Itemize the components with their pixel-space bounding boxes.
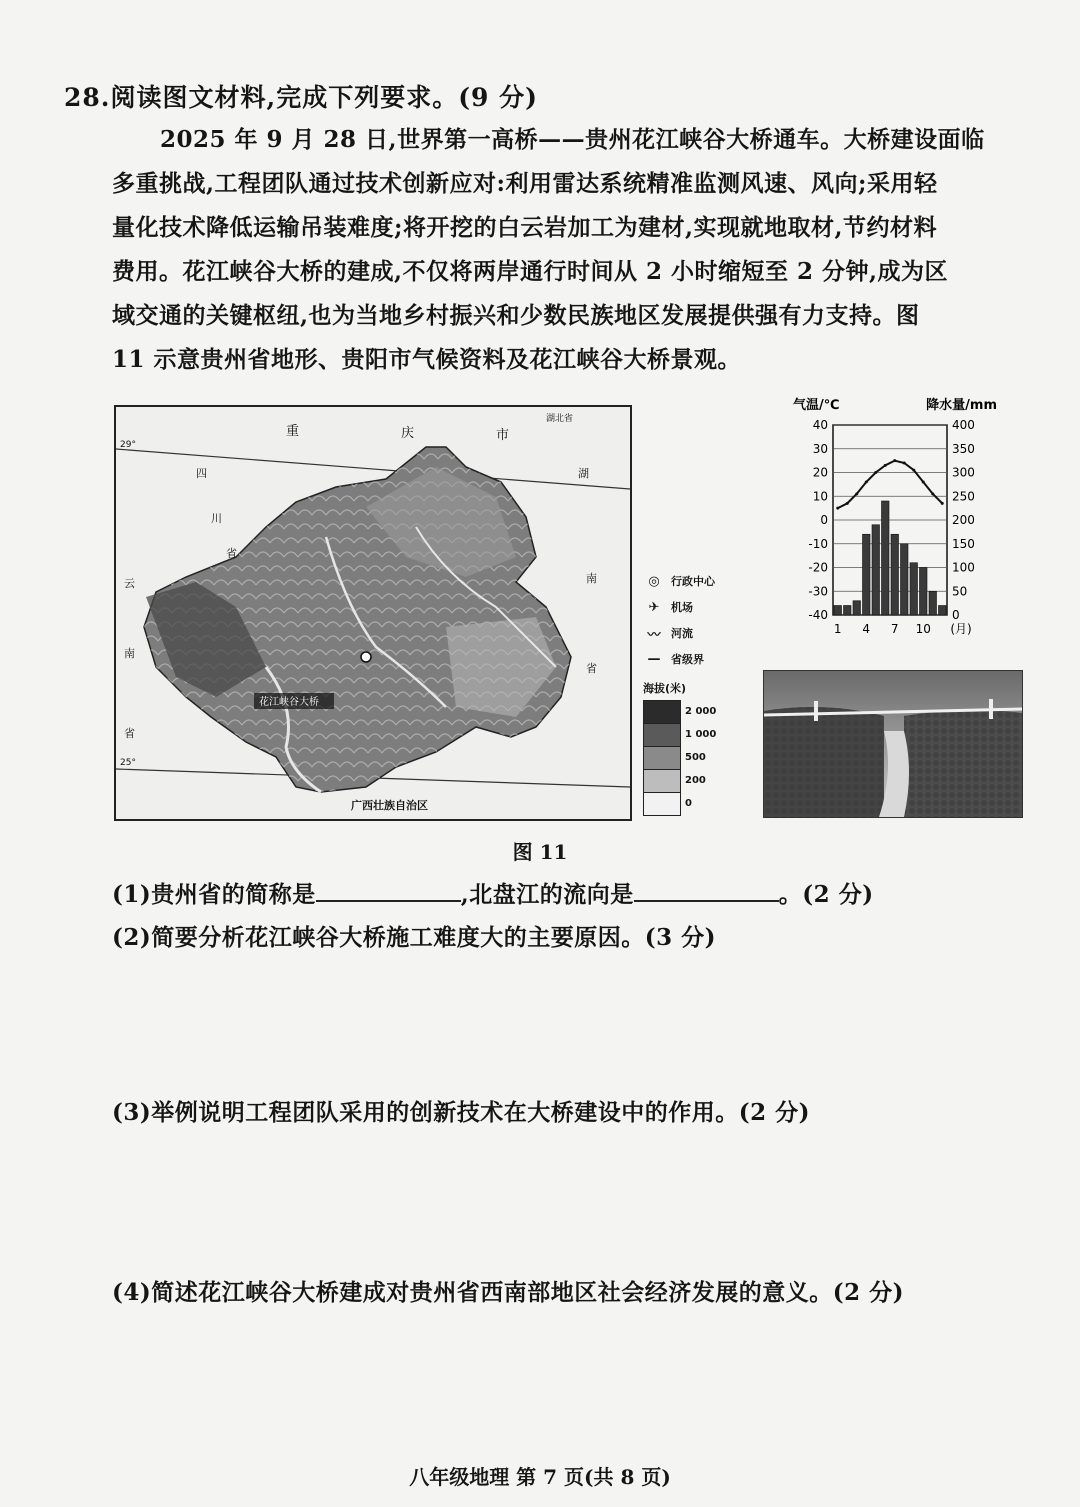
precip-bar [939, 606, 947, 616]
boundary-icon: — [647, 651, 661, 667]
temperature-point [893, 459, 896, 462]
temperature-point [931, 492, 934, 495]
x-tick: 4 [862, 622, 871, 636]
legend-item [643, 594, 753, 620]
bridge-photo [763, 670, 1023, 818]
precip-bar [872, 525, 880, 615]
y-right-tick: 250 [952, 489, 975, 504]
height-value: 0 [685, 798, 692, 809]
lat-label: 25° [120, 758, 136, 768]
subquestion-3: (3)举例说明工程团队采用的创新技术在大桥建设中的作用。(2 分) [112, 1099, 811, 1126]
map-label: 省 [586, 662, 597, 675]
precip-bar [910, 563, 918, 615]
map-label: 湖北省 [546, 414, 574, 424]
answer-blank-2[interactable] [634, 878, 779, 902]
y-left-tick: 10 [812, 489, 828, 504]
temperature-point [855, 492, 858, 495]
passage-line: 2025 年 9 月 28 日,世界第一高桥——贵州花江峡谷大桥通车。大桥建设面临 [160, 126, 985, 153]
map-label: 南 [124, 647, 135, 660]
subquestion-text: 。(2 分) [778, 881, 874, 908]
subquestion-1 [112, 876, 874, 909]
map-label: 广西壮族自治区 [351, 799, 428, 812]
page-footer: 八年级地理 第 7 页(共 8 页) [409, 1465, 671, 1489]
admin-center-icon: ◎ [648, 573, 660, 589]
y-right-tick: 100 [952, 560, 975, 575]
temperature-point [874, 471, 877, 474]
guiyang-climate-chart [785, 393, 1005, 648]
map-label: 四 [196, 467, 207, 480]
figure-caption: 图 11 [512, 840, 568, 864]
temperature-line [838, 461, 943, 509]
height-color-swatch [643, 700, 681, 723]
temperature-point [884, 464, 887, 467]
subquestion-2: (2)简要分析花江峡谷大桥施工难度大的主要原因。(3 分) [112, 924, 717, 951]
passage-line: 多重挑战,工程团队通过技术创新应对:利用雷达系统精准监测风速、风向;采用轻 [112, 170, 938, 197]
y-right-tick: 150 [952, 536, 975, 551]
map-label: 省 [124, 727, 135, 740]
height-color-swatch [643, 769, 681, 792]
question-title: 28.阅读图文材料,完成下列要求。(9 分) [64, 83, 538, 112]
bridge-label: 花江峡谷大桥 [259, 697, 319, 708]
x-label: (月) [950, 622, 972, 636]
subquestion-text: (1)贵州省的简称是 [112, 881, 316, 908]
map-label: 重 [286, 424, 300, 439]
subquestion-text: ,北盘江的流向是 [460, 881, 634, 908]
precip-bar [863, 534, 871, 615]
y-right-label: 降水量/mm [926, 398, 997, 413]
y-left-tick: 30 [812, 441, 828, 456]
map-label: 云 [124, 577, 135, 590]
legend-label: 省级界 [671, 653, 704, 666]
y-right-tick: 350 [952, 441, 975, 456]
height-scale [643, 700, 753, 816]
legend-item [643, 620, 753, 646]
map-label: 湖 [578, 467, 589, 480]
height-value: 500 [685, 752, 706, 763]
map-label: 庆 [401, 426, 415, 441]
precip-bar [834, 606, 842, 616]
map-label: 市 [496, 428, 510, 443]
y-left-tick: -20 [808, 560, 828, 575]
x-tick: 10 [915, 622, 931, 636]
precip-bar [844, 606, 852, 616]
height-color-swatch [643, 746, 681, 769]
y-left-label: 气温/℃ [793, 398, 840, 413]
legend-label: 河流 [671, 627, 693, 640]
temperature-point [846, 502, 849, 505]
question-passage [112, 118, 1047, 382]
precip-bar [901, 544, 909, 615]
height-title: 海拔(米) [643, 682, 687, 695]
legend-item [643, 568, 753, 594]
legend-label: 行政中心 [671, 575, 715, 588]
y-left-tick: -30 [808, 584, 828, 599]
y-left-tick: -40 [808, 608, 828, 622]
guizhou-terrain-map [114, 405, 632, 821]
legend-item [643, 646, 753, 672]
precip-bar [929, 591, 937, 615]
subquestion-4: (4)简述花江峡谷大桥建成对贵州省西南部地区社会经济发展的意义。(2 分) [112, 1279, 905, 1306]
passage-line: 量化技术降低运输吊装难度;将开挖的白云岩加工为建材,实现就地取材,节约材料 [112, 214, 938, 241]
answer-blank-1[interactable] [316, 878, 461, 902]
passage-line: 域交通的关键枢纽,也为当地乡村振兴和少数民族地区发展提供强有力支持。图 [112, 302, 920, 329]
passage-line: 费用。花江峡谷大桥的建成,不仅将两岸通行时间从 2 小时缩短至 2 分钟,成为区 [112, 258, 949, 285]
y-right-tick: 300 [952, 465, 975, 480]
legend-label: 机场 [671, 601, 693, 614]
lat-label: 29° [120, 440, 136, 450]
temperature-point [941, 502, 944, 505]
airport-icon: ✈ [648, 599, 660, 615]
precip-bar [882, 501, 890, 615]
y-right-tick: 200 [952, 513, 975, 527]
height-value: 1 000 [685, 729, 717, 740]
temperature-point [922, 481, 925, 484]
temperature-point [903, 462, 906, 465]
height-value: 200 [685, 775, 706, 786]
height-color-swatch [643, 723, 681, 746]
river-icon: 〰 [647, 627, 661, 643]
y-left-tick: -10 [808, 536, 828, 551]
y-right-tick: 50 [952, 584, 968, 599]
guiyang-marker [361, 652, 371, 662]
precip-bar [891, 534, 899, 615]
temperature-point [912, 469, 915, 472]
temperature-point [836, 507, 839, 510]
map-legend [643, 568, 753, 816]
y-left-tick: 0 [820, 513, 828, 527]
y-left-tick: 40 [812, 418, 828, 432]
x-tick: 1 [833, 622, 842, 636]
height-color-swatch [643, 792, 681, 816]
map-label: 省 [226, 547, 237, 560]
map-label: 南 [586, 572, 597, 585]
precip-bar [853, 601, 861, 615]
precip-bar [920, 568, 928, 616]
map-label: 川 [211, 512, 222, 525]
y-left-tick: 20 [812, 465, 828, 480]
y-right-tick: 400 [952, 418, 975, 432]
temperature-point [865, 481, 868, 484]
height-value: 2 000 [685, 706, 717, 717]
x-tick: 7 [890, 622, 899, 636]
passage-line: 11 示意贵州省地形、贵阳市气候资料及花江峡谷大桥景观。 [112, 346, 742, 373]
y-right-tick: 0 [952, 608, 960, 622]
